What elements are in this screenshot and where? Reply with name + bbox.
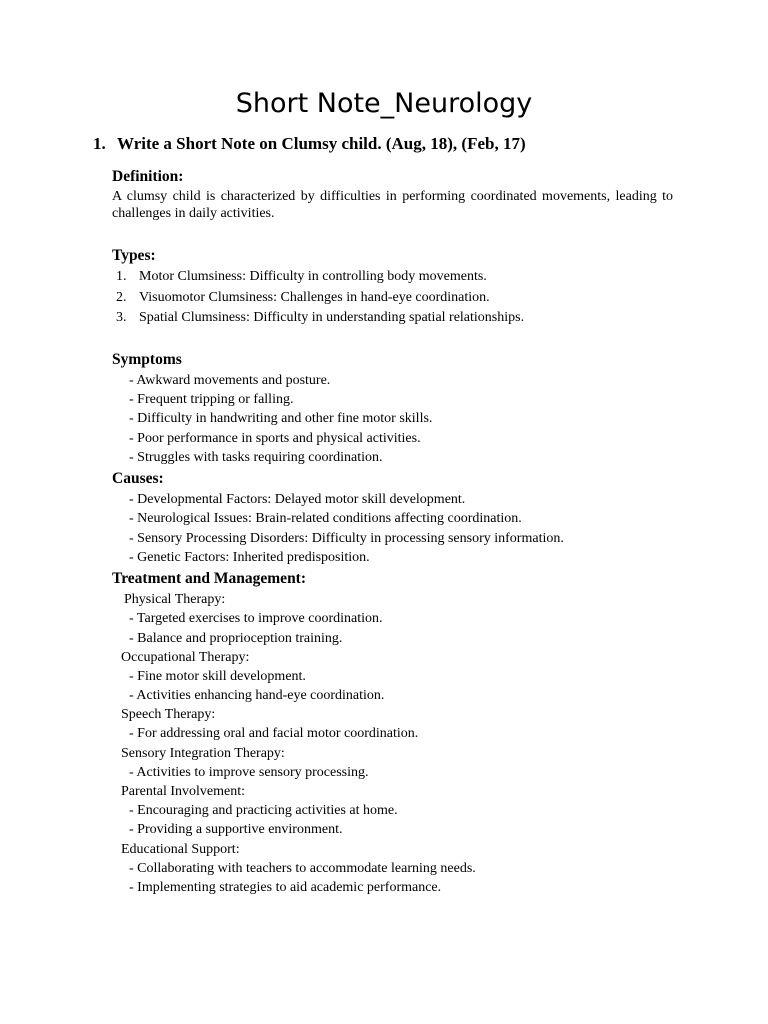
types-item-number: 3. xyxy=(116,310,127,325)
treatment-item: - Implementing strategies to aid academic performance. xyxy=(129,880,442,895)
causes-item: - Neurological Issues: Brain-related conditions affecting coordination. xyxy=(129,511,522,526)
page-title: Short Note_Neurology xyxy=(235,88,533,119)
definition-heading: Definition: xyxy=(112,168,184,185)
types-item-text: Visuomotor Clumsiness: Challenges in hand-eye coordination. xyxy=(139,290,490,305)
treatment-item: - Targeted exercises to improve coordination. xyxy=(129,611,383,626)
treatment-section-name: Speech Therapy: xyxy=(121,707,216,722)
types-item-number: 2. xyxy=(116,290,127,305)
treatment-section-name: Parental Involvement: xyxy=(121,784,246,799)
symptoms-item: - Difficulty in handwriting and other fine motor skills. xyxy=(129,411,433,426)
treatment-item: - For addressing oral and facial motor coordination. xyxy=(129,726,419,741)
symptoms-item: - Frequent tripping or falling. xyxy=(129,392,294,407)
types-heading: Types: xyxy=(112,247,156,264)
treatment-section-name: Occupational Therapy: xyxy=(121,650,250,665)
question-text: Write a Short Note on Clumsy child. (Aug, 18), (Feb, 17) xyxy=(117,134,526,153)
treatment-section-name: Educational Support: xyxy=(121,842,240,857)
causes-item: - Developmental Factors: Delayed motor skill development. xyxy=(129,492,466,507)
causes-item: - Sensory Processing Disorders: Difficulty in processing sensory information. xyxy=(129,531,564,546)
symptoms-item: - Struggles with tasks requiring coordination. xyxy=(129,450,383,465)
treatment-item: - Collaborating with teachers to accommodate learning needs. xyxy=(129,861,476,876)
types-item-text: Spatial Clumsiness: Difficulty in understanding spatial relationships. xyxy=(139,310,525,325)
treatment-item: - Fine motor skill development. xyxy=(129,669,306,684)
treatment-item: - Activities to improve sensory processing. xyxy=(129,765,369,780)
types-item-number: 1. xyxy=(116,269,127,284)
question-number: 1. xyxy=(93,134,106,153)
treatment-heading: Treatment and Management: xyxy=(112,570,307,587)
symptoms-heading: Symptoms xyxy=(112,351,182,368)
treatment-item: - Activities enhancing hand-eye coordination. xyxy=(129,688,385,703)
symptoms-item: - Awkward movements and posture. xyxy=(129,373,331,388)
definition-text: A clumsy child is characterized by difficulties in performing coordinated movements, leading to challenges in daily activities. xyxy=(112,189,673,221)
treatment-item: - Providing a supportive environment. xyxy=(129,822,343,837)
types-item-text: Motor Clumsiness: Difficulty in controlling body movements. xyxy=(139,269,487,284)
causes-item: - Genetic Factors: Inherited predisposition. xyxy=(129,550,370,565)
treatment-section-name: Sensory Integration Therapy: xyxy=(121,746,285,761)
treatment-item: - Encouraging and practicing activities at home. xyxy=(129,803,398,818)
treatment-item: - Balance and proprioception training. xyxy=(129,631,343,646)
causes-heading: Causes: xyxy=(112,470,164,487)
symptoms-item: - Poor performance in sports and physical activities. xyxy=(129,431,421,446)
treatment-section-name: Physical Therapy: xyxy=(124,592,226,607)
